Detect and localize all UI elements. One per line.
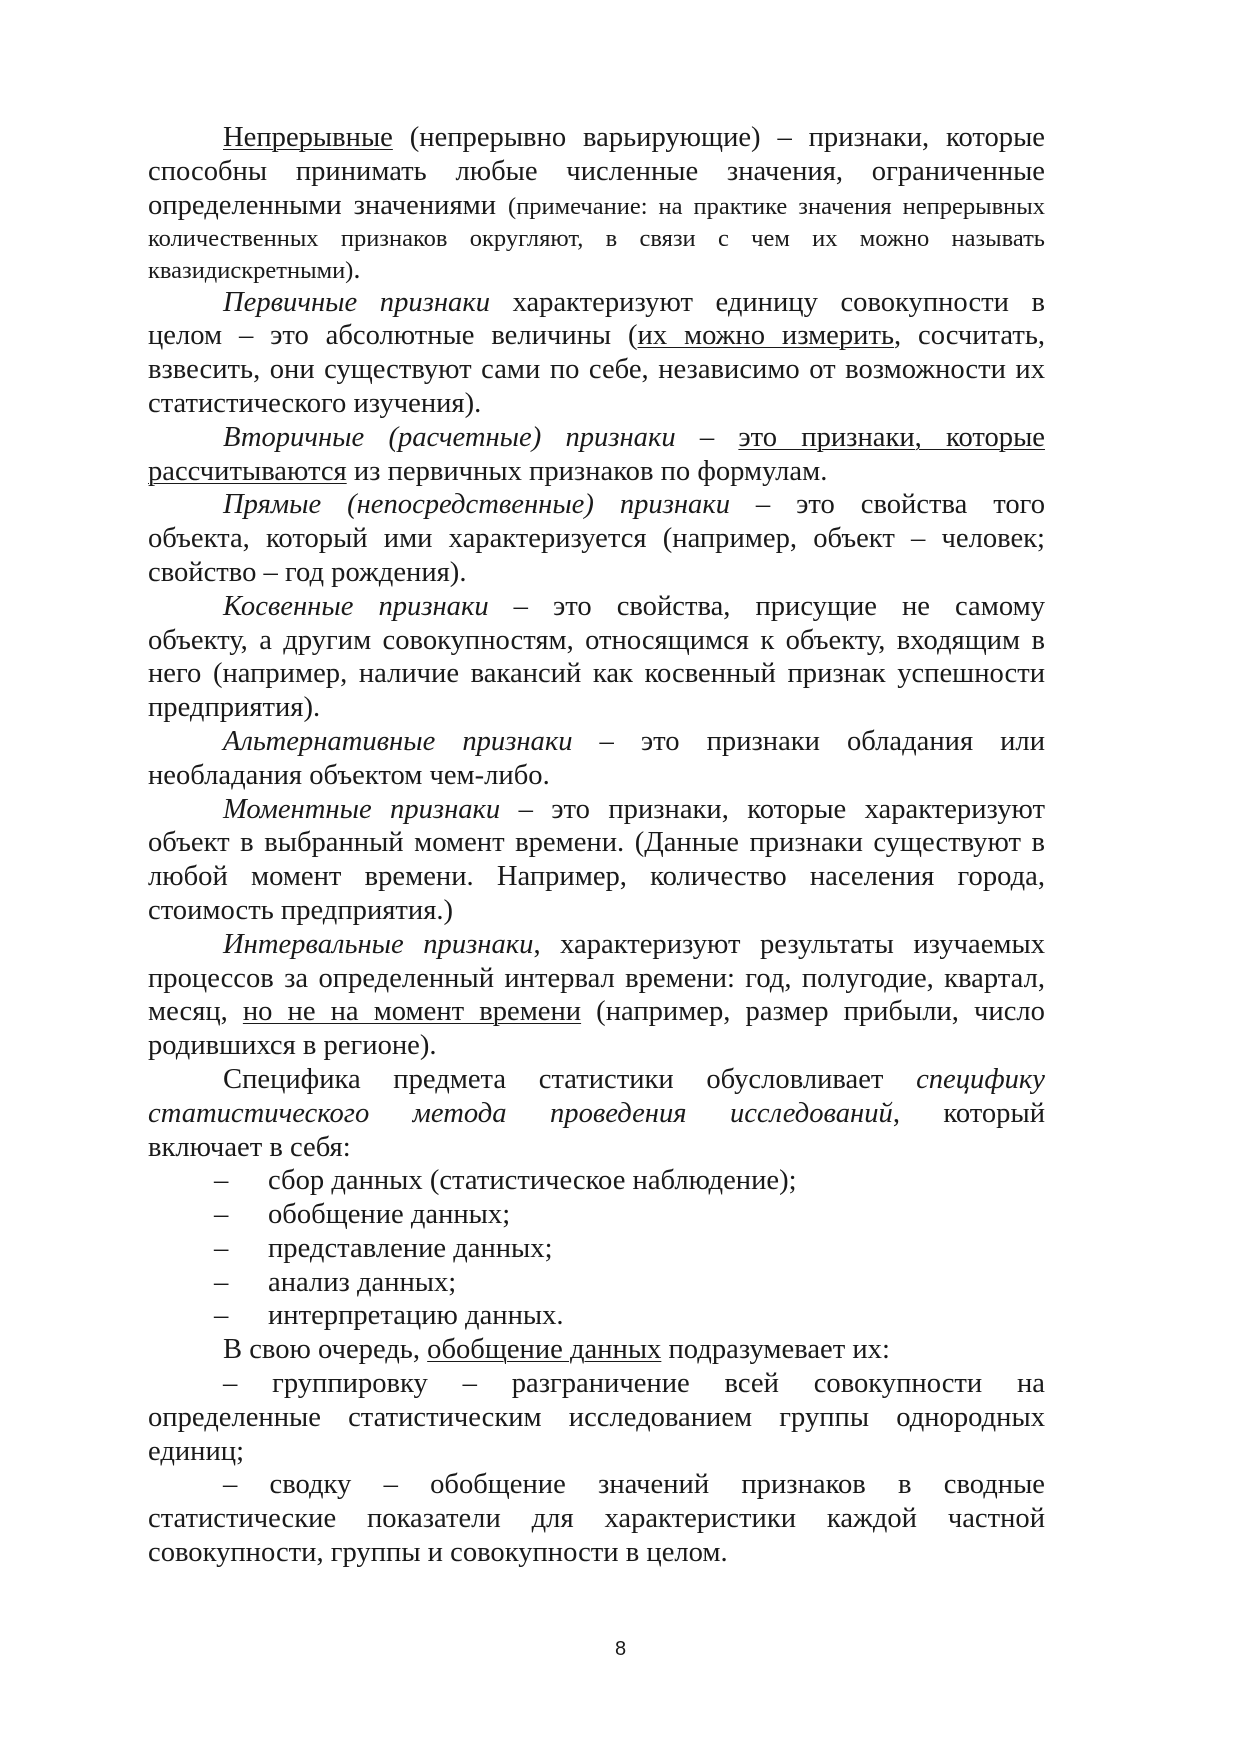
list-item-text: анализ данных; bbox=[268, 1266, 457, 1298]
text-run: – bbox=[675, 421, 739, 453]
text-line bbox=[148, 894, 1045, 928]
italic-term: Прямые (непосредственные) признаки bbox=[223, 489, 731, 521]
text-run: свойство – год рождения). bbox=[148, 556, 467, 588]
text-line bbox=[148, 860, 1045, 894]
text-run: объекту, а другим совокупностям, относящимся к объекту, входящим в bbox=[148, 624, 1045, 656]
text-line bbox=[148, 488, 1045, 522]
note-text: (примечание: на практике значения непрерывных bbox=[508, 192, 1045, 220]
paragraph bbox=[148, 1468, 1045, 1569]
text-line bbox=[148, 826, 1045, 860]
page-number: 8 bbox=[614, 1638, 627, 1660]
text-run: целом – это абсолютные величины ( bbox=[148, 320, 638, 352]
dash-bullet: – bbox=[214, 1300, 229, 1332]
text-run: родившихся в регионе). bbox=[148, 1030, 437, 1062]
text-run: включает в себя: bbox=[148, 1131, 351, 1163]
paragraph bbox=[148, 1063, 1045, 1164]
italic-term: статистического метода проведения исследований bbox=[148, 1097, 893, 1129]
text-line bbox=[148, 928, 1045, 962]
italic-term: Моментные признаки bbox=[223, 793, 501, 825]
text-run: статистического изучения). bbox=[148, 387, 482, 419]
text-run: него (например, наличие вакансий как косвенный признак успешности bbox=[148, 658, 1045, 690]
document-body bbox=[148, 121, 1045, 1570]
list-item-text: интерпретацию данных. bbox=[268, 1300, 564, 1332]
text-run: из первичных признаков по формулам. bbox=[346, 455, 828, 487]
text-line bbox=[148, 353, 1045, 387]
text-run: характеризуют единицу совокупности в bbox=[490, 286, 1045, 318]
list-item bbox=[148, 1266, 1045, 1300]
text-line bbox=[148, 121, 1045, 155]
italic-term: Интервальные признаки bbox=[223, 928, 534, 960]
text-run: определенными значениями bbox=[148, 189, 509, 221]
paragraph bbox=[148, 1367, 1045, 1468]
text-run: месяц, bbox=[148, 996, 243, 1028]
list-item-text: обобщение данных; bbox=[268, 1199, 511, 1231]
text-run: – группировку – разграничение всей совокупности на bbox=[223, 1368, 1045, 1400]
text-line bbox=[148, 657, 1045, 691]
text-line bbox=[148, 759, 1045, 793]
paragraph bbox=[148, 928, 1045, 1063]
text-line bbox=[148, 1333, 1045, 1367]
text-run: – это признаки обладания или bbox=[572, 725, 1046, 757]
text-run: совокупности, группы и совокупности в целом. bbox=[148, 1537, 728, 1569]
paragraph bbox=[148, 286, 1045, 421]
text-run: единиц; bbox=[148, 1435, 245, 1467]
text-line bbox=[148, 1367, 1045, 1401]
text-run: (непрерывно варьирующие) – признаки, которые bbox=[392, 122, 1045, 153]
paragraph bbox=[148, 121, 1045, 286]
paragraph bbox=[148, 421, 1045, 489]
underlined-text: рассчитываются bbox=[148, 455, 347, 487]
italic-term: Первичные признаки bbox=[223, 286, 490, 318]
list-item bbox=[148, 1299, 1045, 1333]
text-line bbox=[148, 1097, 1045, 1131]
note-text: количественных признаков округляют, в связи с чем их можно называть bbox=[148, 225, 1045, 253]
text-run: любой момент времени. Например, количество населения города, bbox=[148, 861, 1045, 893]
paragraph bbox=[148, 590, 1045, 725]
text-line bbox=[148, 286, 1045, 320]
text-run: взвесить, они существуют сами по себе, независимо от возможности их bbox=[148, 354, 1045, 386]
text-line bbox=[148, 995, 1045, 1029]
text-run: объекта, который ими характеризуется (например, объект – человек; bbox=[148, 523, 1045, 555]
text-line bbox=[148, 1502, 1045, 1536]
text-line bbox=[148, 1536, 1045, 1570]
text-line bbox=[148, 691, 1045, 725]
dash-bullet: – bbox=[214, 1232, 229, 1264]
text-run: определенные статистическим исследованием группы однородных bbox=[148, 1401, 1045, 1433]
text-line bbox=[148, 624, 1045, 658]
text-line bbox=[148, 1435, 1045, 1469]
text-run: подразумевает их: bbox=[661, 1334, 890, 1366]
text-run: объект в выбранный момент времени. (Данные признаки существуют в bbox=[148, 827, 1045, 859]
note-text: квазидискретными) bbox=[148, 256, 354, 284]
text-run: , сосчитать, bbox=[894, 320, 1046, 352]
text-run: способны принимать любые численные значения, ограниченные bbox=[148, 155, 1045, 187]
list-item bbox=[148, 1164, 1045, 1198]
text-line bbox=[148, 1468, 1045, 1502]
text-run: . bbox=[353, 253, 361, 285]
paragraph bbox=[148, 1333, 1045, 1367]
text-run: стоимость предприятия.) bbox=[148, 894, 454, 926]
list-item bbox=[148, 1198, 1045, 1232]
text-line bbox=[148, 254, 1045, 286]
text-line bbox=[148, 725, 1045, 759]
text-line bbox=[148, 962, 1045, 996]
text-line bbox=[148, 155, 1045, 189]
underlined-text: Непрерывные bbox=[223, 122, 393, 153]
italic-term: специфику bbox=[916, 1063, 1045, 1095]
text-line bbox=[148, 556, 1045, 590]
dash-bullet: – bbox=[214, 1199, 229, 1231]
text-run: (например, размер прибыли, число bbox=[581, 996, 1045, 1028]
text-line bbox=[148, 387, 1045, 421]
text-run: – это признаки, которые характеризуют bbox=[500, 793, 1045, 825]
underlined-text: обобщение данных bbox=[427, 1334, 662, 1366]
text-run: – это свойства, присущие не самому bbox=[488, 590, 1045, 622]
text-line bbox=[148, 590, 1045, 624]
text-line bbox=[148, 1029, 1045, 1063]
dash-bullet: – bbox=[214, 1266, 229, 1298]
list-item-text: представление данных; bbox=[268, 1232, 553, 1264]
text-run: необладания объектом чем-либо. bbox=[148, 759, 550, 791]
text-run: – сводку – обобщение значений признаков в сводные bbox=[223, 1469, 1045, 1501]
list-item bbox=[148, 1232, 1045, 1266]
underlined-text: но не на момент времени bbox=[242, 996, 582, 1028]
text-line bbox=[148, 455, 1045, 489]
italic-term: Вторичные (расчетные) признаки bbox=[223, 421, 676, 453]
text-run: предприятия). bbox=[148, 692, 321, 724]
text-line bbox=[148, 319, 1045, 353]
text-run: , который bbox=[892, 1097, 1045, 1129]
text-run: Специфика предмета статистики обусловливает bbox=[223, 1063, 917, 1095]
text-line bbox=[148, 222, 1045, 254]
underlined-text: их можно измерить bbox=[637, 320, 895, 352]
text-run: В свою очередь, bbox=[223, 1334, 428, 1366]
paragraph bbox=[148, 725, 1045, 793]
dash-bullet: – bbox=[214, 1165, 229, 1197]
text-line bbox=[148, 421, 1045, 455]
underlined-text: это признаки, которые bbox=[738, 421, 1045, 453]
text-line bbox=[148, 189, 1045, 223]
text-run: – это свойства того bbox=[730, 489, 1045, 521]
bullet-list bbox=[148, 1164, 1045, 1333]
italic-term: Косвенные признаки bbox=[223, 590, 489, 622]
text-line bbox=[148, 1401, 1045, 1435]
paragraph bbox=[148, 793, 1045, 928]
list-item-text: сбор данных (статистическое наблюдение); bbox=[268, 1165, 797, 1197]
text-line bbox=[148, 1063, 1045, 1097]
paragraph bbox=[148, 488, 1045, 589]
text-line bbox=[148, 1131, 1045, 1165]
text-run: процессов за определенный интервал времени: год, полугодие, квартал, bbox=[148, 962, 1045, 994]
text-run: статистические показатели для характеристики каждой частной bbox=[148, 1503, 1045, 1535]
text-line bbox=[148, 522, 1045, 556]
text-line bbox=[148, 793, 1045, 827]
text-run: , характеризуют результаты изучаемых bbox=[533, 928, 1045, 960]
italic-term: Альтернативные признаки bbox=[223, 725, 573, 757]
